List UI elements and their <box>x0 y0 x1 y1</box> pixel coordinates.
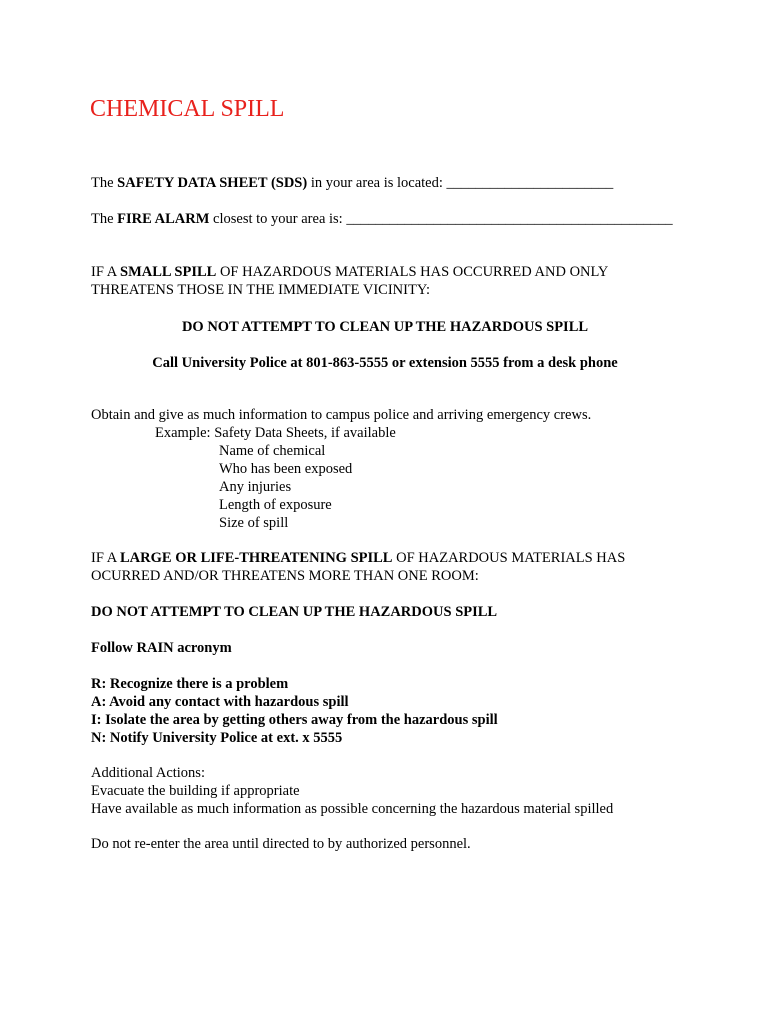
sds-blank: _______________________ <box>446 175 614 191</box>
info-intro: Obtain and give as much information to campus police and arriving emergency crews. <box>91 407 592 423</box>
small-spill-line-2: THREATENS THOSE IN THE IMMEDIATE VICINITY: <box>91 282 430 298</box>
rain-item: R: Recognize there is a problem <box>91 676 289 692</box>
small-spill-warning: DO NOT ATTEMPT TO CLEAN UP THE HAZARDOUS SPILL <box>181 319 589 335</box>
additional-item: Evacuate the building if appropriate <box>91 783 300 799</box>
alarm-prefix: The <box>91 211 118 227</box>
rain-heading: Follow RAIN acronym <box>91 640 232 656</box>
large-spill-suffix: OF HAZARDOUS MATERIALS HAS <box>392 550 626 566</box>
small-spill-line-1 <box>91 263 608 281</box>
large-spill-prefix: IF A <box>91 550 121 566</box>
rain-item: A: Avoid any contact with hazardous spill <box>91 694 349 710</box>
alarm-blank: _____________________________________________ <box>346 211 673 227</box>
sds-suffix: in your area is located: <box>307 175 447 191</box>
alarm-suffix: closest to your area is: <box>209 211 347 227</box>
sds-location-line <box>91 174 613 192</box>
fire-alarm-line <box>91 210 673 228</box>
small-spill-suffix: OF HAZARDOUS MATERIALS HAS OCCURRED AND ONLY <box>216 264 609 280</box>
info-item: Length of exposure <box>219 497 332 513</box>
additional-heading: Additional Actions: <box>91 765 205 781</box>
info-item: Who has been exposed <box>219 461 353 477</box>
page-title: CHEMICAL SPILL <box>90 96 285 122</box>
rain-item: I: Isolate the area by getting others away from the hazardous spill <box>91 712 498 728</box>
info-item: Any injuries <box>219 479 292 495</box>
sds-prefix: The <box>91 175 118 191</box>
large-spill-warning: DO NOT ATTEMPT TO CLEAN UP THE HAZARDOUS SPILL <box>91 604 498 620</box>
additional-item: Have available as much information as possible concerning the hazardous material spilled <box>91 801 614 817</box>
final-instruction: Do not re-enter the area until directed to by authorized personnel. <box>91 836 471 852</box>
large-spill-line-2: OCURRED AND/OR THREATENS MORE THAN ONE ROOM: <box>91 568 479 584</box>
small-spill-bold: SMALL SPILL <box>120 264 217 280</box>
large-spill-line-1 <box>91 549 625 567</box>
small-spill-prefix: IF A <box>91 264 121 280</box>
info-item: Size of spill <box>219 515 289 531</box>
sds-label: SAFETY DATA SHEET (SDS) <box>117 175 308 191</box>
alarm-label: FIRE ALARM <box>117 211 210 227</box>
info-item: Name of chemical <box>219 443 326 459</box>
large-spill-bold: LARGE OR LIFE-THREATENING SPILL <box>120 550 393 566</box>
example-line <box>155 424 396 442</box>
example-prefix: Example: <box>155 425 215 441</box>
info-item: Safety Data Sheets, if available <box>214 425 396 441</box>
call-police-line: Call University Police at 801-863-5555 or extension 5555 from a desk phone <box>152 355 618 371</box>
rain-item: N: Notify University Police at ext. x 5555 <box>91 730 343 746</box>
